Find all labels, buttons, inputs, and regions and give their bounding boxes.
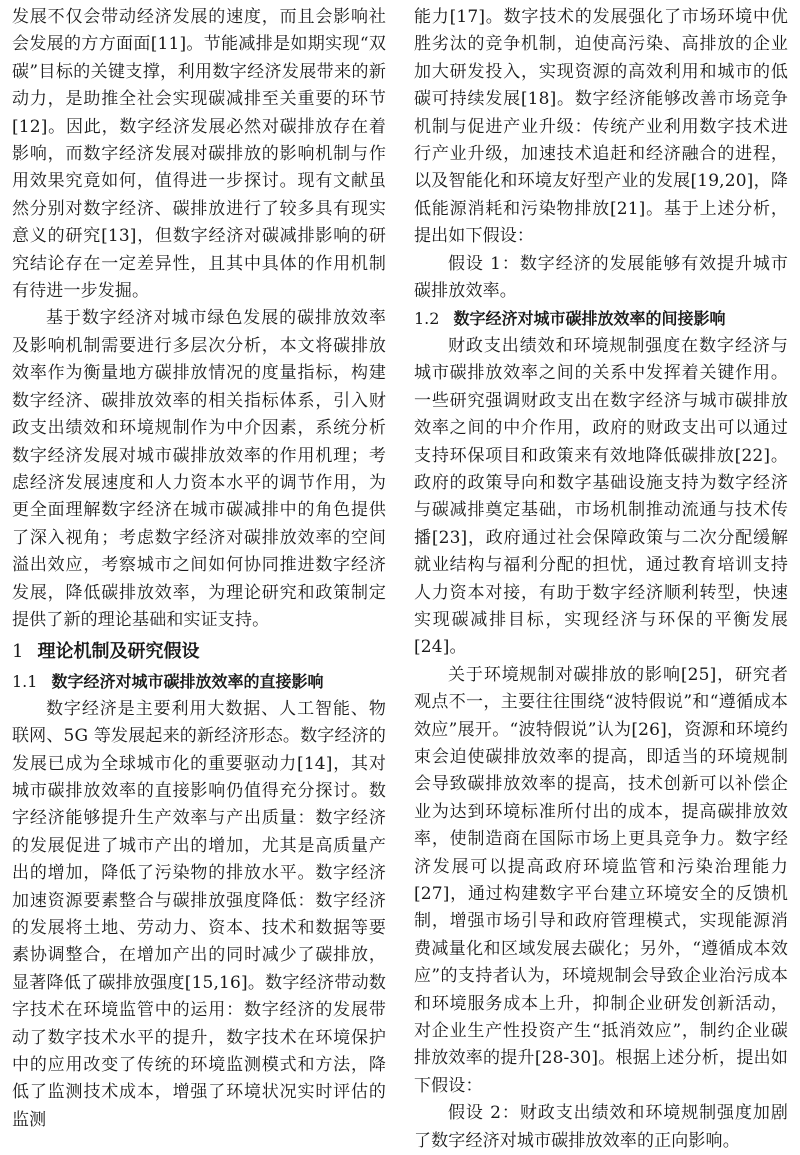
subsection-title: 数字经济对城市碳排放效率的间接影响 [453,309,726,329]
subsection-heading-1-2 [414,305,788,332]
intro-paragraph-approach: 基于数字经济对城市绿色发展的碳排放效率及影响机制需要进行多层次分析，本文将碳排放效率作为衡量地方碳排放情况的度量指标，构建数字经济、碳排放效率的相关指标体系，引入财政支出绩效和环境规制作为中介因素，系统分析数字经济发展对城市碳排放效率的作用机理；考虑经济发展速度和人力资本水平的调节作用，为更全面理解数字经济在城市碳减排中的角色提供了深入视角；考虑数字经济对碳排放效率的空间溢出效应，考察城市之间如何协同推进数字经济发展，降低碳排放效率，为理论研究和政策制定提供了新的理论基础和实证支持。 [12,308,386,630]
direct-effect-paragraph-continued: 能力[17]。数字技术的发展强化了市场环境中优胜劣汰的竞争机制，迫使高污染、高排放的企业加大研发投入，实现资源的高效利用和城市的低碳可持续发展[18]。数字经济能够改善市场竞争机制与促进产业升级：传统产业利用数字技术进行产业升级，加速技术追赶和经济融合的进程，以及智能化和环境友好型产业的发展[19,20]，降低能源消耗和污染物排放[21]。基于上述分析，提出如下假设： [414,7,788,247]
subsection-heading-1-1 [12,668,386,695]
subsection-number: 1.2 [414,309,440,329]
hypothesis-2: 假设 2：财政支出绩效和环境规制强度加剧了数字经济对城市碳排放效率的正向影响。 [414,1103,788,1151]
intro-paragraph-continued: 发展不仅会带动经济发展的速度，而且会影响社会发展的方方面面[11]。节能减排是如期实现“双碳”目标的关键支撑，利用数字经济发展带来的新动力，是助推全社会实现碳减排至关重要的环节[12]。因此，数字经济发展必然对碳排放存在着影响，而数字经济发展对碳排放的影响机制与作用效果究竟如何，值得进一步探讨。现有文献虽然分别对数字经济、碳排放进行了较多具有现实意义的研究[13]，但数字经济对碳减排影响的研究结论存在一定差异性，且其中具体的作用机制有待进一步发掘。 [12,7,386,302]
section-title: 理论机制及研究假设 [37,641,200,663]
environmental-regulation-paragraph: 关于环境规制对碳排放的影响[25]，研究者观点不一，主要往往围绕“波特假说”和“遵循成本效应”展开。“波特假说”认为[26]，资源和环境约束会迫使碳排放效率的提高，即适当的环境规制会导致碳排放效率的提高，技术创新可以补偿企业为达到环境标准所付出的成本，提高碳排放效率，使制造商在国际市场上更具竞争力。数字经济发展可以提高政府环境监管和污染治理能力[27]，通过构建数字平台建立环境安全的反馈机制，增强市场引导和政府管理模式，实现能源消费减量化和区域发展去碳化；另外，“遵循成本效应”的支持者认为，环境规制会导致企业治污成本和环境服务成本上升，抑制企业研发创新活动，对企业生产性投资产生“抵消效应”，制约企业碳排放效率的提升[28-30]。根据上述分析，提出如下假设： [414,664,788,1096]
subsection-title: 数字经济对城市碳排放效率的直接影响 [51,672,324,692]
section-number: 1 [12,641,24,663]
hypothesis-1: 假设 1：数字经济的发展能够有效提升城市碳排放效率。 [414,253,788,302]
left-column [12,4,386,1134]
subsection-number: 1.1 [12,672,38,692]
direct-effect-paragraph: 数字经济是主要利用大数据、人工智能、物联网、5G 等发展起来的新经济形态。数字经济的发展已成为全球城市化的重要驱动力[14]，其对城市碳排放效率的直接影响仍值得充分探讨。数字经济能够提升生产效率与产出质量：数字经济的发展促进了城市产出的增加，尤其是高质量产出的增加，降低了污染物的排放水平。数字经济加速资源要素整合与碳排放强度降低：数字经济的发展将土地、劳动力、资本、技术和数据等要素协调整合，在增加产出的同时减少了碳排放，显著降低了碳排放强度[15,16]。数字经济带动数字技术在环境监管中的运用：数字经济的发展带动了数字技术水平的提升，数字技术在环境保护中的应用改变了传统的环境监测模式和方法，降低了监测技术成本，增强了环境状况实时评估的监测 [12,698,386,1130]
right-column [414,4,788,1155]
section-heading-1 [12,638,386,666]
fiscal-expenditure-paragraph: 财政支出绩效和环境规制强度在数字经济与城市碳排放效率之间的关系中发挥着关键作用。一些研究强调财政支出在数字经济与城市碳排放效率之间的中介作用，政府的财政支出可以通过支持环保项目和政策来有效地降低碳排放[22]。政府的政策导向和数字基础设施支持为数字经济与碳减排奠定基础，市场机制推动流通与技术传播[23]，政府通过社会保障政策与二次分配缓解就业结构与福利分配的担忧，通过教育培训支持人力资本对接，有助于数字经济顺利转型，快速实现碳减排目标，实现经济与环保的平衡发展[24]。 [414,335,788,658]
